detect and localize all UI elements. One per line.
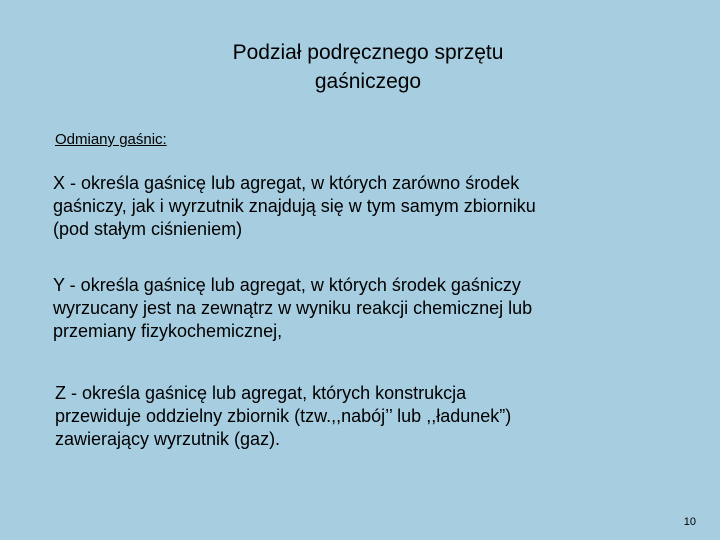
paragraph-line: zawierający wyrzutnik (gaz).: [55, 429, 281, 449]
paragraph-y: [53, 274, 532, 343]
paragraph-line: wyrzucany jest na zewnątrz w wyniku reakcji chemicznej lub: [53, 298, 533, 318]
paragraph-line: X - określa gaśnicę lub agregat, w których zarówno środek: [53, 173, 520, 193]
paragraph-line: (pod stałym ciśnieniem): [53, 219, 243, 239]
paragraph-line: gaśniczy, jak i wyrzutnik znajdują się w tym samym zbiorniku: [53, 196, 536, 216]
slide-title-line-1: Podział podręcznego sprzętu: [232, 41, 504, 64]
paragraph-x: [53, 172, 536, 241]
slide-title-line-2: gaśniczego: [314, 70, 422, 93]
paragraph-line: przewiduje oddzielny zbiornik (tzw.,,nabój’’ lub ,,ładunek”): [55, 406, 512, 426]
slide-title: [0, 38, 720, 96]
paragraph-line: Z - określa gaśnicę lub agregat, których konstrukcja: [55, 383, 467, 403]
page-number: 10: [683, 516, 696, 528]
paragraph-z: [55, 382, 511, 451]
paragraph-line: przemiany fizykochemicznej,: [53, 321, 283, 341]
subtitle: Odmiany gaśnic:: [55, 131, 167, 148]
paragraph-line: Y - określa gaśnicę lub agregat, w których środek gaśniczy: [53, 275, 521, 295]
